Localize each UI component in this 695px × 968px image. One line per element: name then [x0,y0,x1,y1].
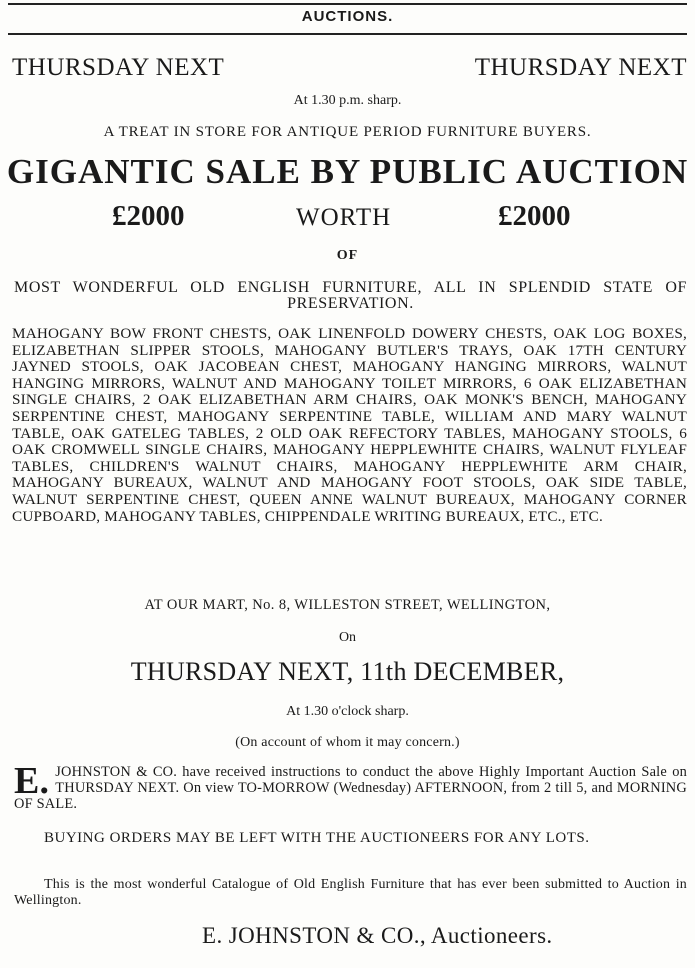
auctioneer-signature: E. JOHNSTON & CO., Auctioneers. [202,923,553,948]
amount-right: £2000 [498,200,571,232]
items-list: MAHOGANY BOW FRONT CHESTS, OAK LINENFOLD DOWERY CHESTS, OAK LOG BOXES, ELIZABETHAN SLIPPER STOOLS, MAHOGANY BUTLER'S TRAYS, OAK 17TH CENTURY JAYNED STOOLS, OAK JACOBEAN CHEST, MAHOGANY HANGING MIRRORS, WALNUT HANGING MIRRORS, WALNUT AND MAHOGANY TOILET MIRRORS, 6 OAK ELIZABETHAN SINGLE CHAIRS, 2 OAK ELIZABETHAN ARM CHAIRS, OAK MONK'S BENCH, MAHOGANY SERPENTINE CHEST, MAHOGANY SERPENTINE TABLE, WILLIAM AND MARY WALNUT TABLE, OAK GATELEG TABLES, 2 OLD OAK REFECTORY TABLES, MAHOGANY STOOLS, 6 OAK CROMWELL SINGLE CHAIRS, MAHOGANY HEPPLEWHITE CHAIRS, WALNUT FLYLEAF TABLES, CHILDREN'S WALNUT CHAIRS, MAHOGANY HEPPLEWHITE ARM CHAIR, MAHOGANY BUREAUX, WALNUT AND MAHOGANY FOOT STOOLS, OAK SIDE TABLE, WALNUT SERPENTINE CHEST, QUEEN ANNE WALNUT BUREAUX, MAHOGANY CORNER CUPBOARD, MAHOGANY TABLES, CHIPPENDALE WRITING BUREAUX, ETC., ETC. [12,325,687,525]
worth-row [0,200,695,236]
section-rule [8,33,687,35]
catalogue-note: This is the most wonderful Catalogue of Old English Furniture that has ever been submitted to Auction in Wellington. [14,877,687,908]
thursday-left: THURSDAY NEXT [12,54,225,81]
drop-cap: E. [14,760,50,802]
auction-notice [14,760,687,812]
notice-text: JOHNSTON & CO. have received instructions to conduct the above Highly Important Auction Sale on THURSDAY NEXT. On view TO-MORROW (Wednesday) AFTERNOON, from 2 till 5, and MORNING OF SALE. [14,764,687,812]
thursday-right: THURSDAY NEXT [474,54,687,81]
furniture-description: MOST WONDERFUL OLD ENGLISH FURNITURE, ALL IN SPLENDID STATE OF PRESERVATION. [14,279,687,312]
of-line: OF [336,248,359,263]
section-heading: AUCTIONS. [301,8,394,25]
sale-time: At 1.30 o'clock sharp. [286,704,409,719]
concern-line: (On account of whom it may concern.) [235,735,460,750]
thursday-header [12,54,687,84]
on-line: On [338,630,357,645]
sale-time-top: At 1.30 p.m. sharp. [293,93,402,108]
treat-line: A TREAT IN STORE FOR ANTIQUE PERIOD FURNITURE BUYERS. [103,124,592,140]
amount-left: £2000 [112,200,185,232]
top-rule [8,3,687,5]
sale-date: THURSDAY NEXT, 11th DECEMBER, [130,657,565,686]
worth-word: WORTH [296,204,392,231]
buying-orders: BUYING ORDERS MAY BE LEFT WITH THE AUCTIONEERS FOR ANY LOTS. [44,830,590,846]
headline: GIGANTIC SALE BY PUBLIC AUCTION [6,152,689,191]
venue: AT OUR MART, No. 8, WILLESTON STREET, WELLINGTON, [144,597,551,613]
